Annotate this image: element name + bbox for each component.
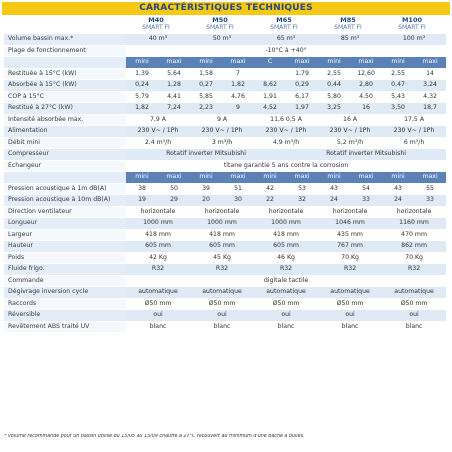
table-cell: 1000 mm <box>254 218 318 230</box>
table-cell: 230 V~ / 1Ph <box>254 126 318 138</box>
table-cell: 3,50 <box>382 103 414 115</box>
table-cell: blanc <box>382 321 446 333</box>
model-header <box>0 17 452 33</box>
table-cell: titane garantie 5 ans contre la corrosion <box>126 160 446 172</box>
table-row <box>4 172 446 184</box>
table-cell: 7,24 <box>158 103 190 115</box>
table-cell: oui <box>318 310 382 322</box>
row-label: Longueur <box>4 218 126 230</box>
table-cell: maxi <box>222 57 254 69</box>
table-row <box>4 321 446 333</box>
table-row <box>4 206 446 218</box>
table-row <box>4 91 446 103</box>
table-cell: 24 <box>318 195 350 207</box>
table-cell: maxi <box>414 172 446 184</box>
table-cell: 43 <box>318 183 350 195</box>
table-cell: blanc <box>254 321 318 333</box>
table-cell: 42 <box>254 183 286 195</box>
row-label: Revêtement ABS traité UV <box>4 321 126 333</box>
table-cell: R32 <box>382 264 446 276</box>
footnote: * Volume recommandé pour un bassin utilisé du 15/05 au 15/09 chauffé à 27°C recouvert au minimum d'une bâche à bulles. <box>4 434 305 439</box>
table-row <box>4 45 446 57</box>
row-label: Dégivrage inversion cycle <box>4 287 126 299</box>
row-label: Echangeur <box>4 160 126 172</box>
page-title: CARACTÉRISTIQUES TECHNIQUES <box>2 2 450 15</box>
table-cell: 1,91 <box>254 91 286 103</box>
table-row <box>4 218 446 230</box>
table-cell: maxi <box>158 57 190 69</box>
table-cell: 2,4 m³/h <box>126 137 190 149</box>
row-label: Pression acoustique à 10m dB(A) <box>4 195 126 207</box>
table-cell: 0,47 <box>382 80 414 92</box>
table-row <box>4 137 446 149</box>
table-cell: 0,24 <box>126 80 158 92</box>
table-row <box>4 126 446 138</box>
table-cell: horizontale <box>254 206 318 218</box>
table-cell: Rotatif inverter Mitsubishi <box>286 149 446 161</box>
table-row <box>4 252 446 264</box>
row-label <box>4 57 126 69</box>
table-row <box>4 80 446 92</box>
table-cell: 9 <box>222 103 254 115</box>
table-cell: R32 <box>190 264 254 276</box>
table-row <box>4 264 446 276</box>
table-cell: mini <box>126 172 158 184</box>
table-cell: 30 <box>222 195 254 207</box>
row-label: Direction ventilateur <box>4 206 126 218</box>
model-col-3 <box>256 17 312 31</box>
table-row <box>4 183 446 195</box>
table-cell: 3,25 <box>318 103 350 115</box>
table-cell: 65 m³ <box>254 34 318 45</box>
table-cell: 32 <box>286 195 318 207</box>
model-col-2 <box>192 17 248 31</box>
table-cell: horizontale <box>126 206 190 218</box>
table-cell: automatique <box>190 287 254 299</box>
table-cell: automatique <box>382 287 446 299</box>
table-cell: mini <box>382 57 414 69</box>
table-cell: 435 mm <box>318 229 382 241</box>
table-cell: 4,52 <box>254 103 286 115</box>
table-cell: R32 <box>318 264 382 276</box>
table-cell: 0,29 <box>286 80 318 92</box>
table-cell: 1,58 <box>190 68 222 80</box>
table-cell: 767 mm <box>318 241 382 253</box>
table-cell: 40 m³ <box>126 34 190 45</box>
table-cell: C <box>254 57 286 69</box>
table-cell: 1000 mm <box>126 218 190 230</box>
table-cell: maxi <box>350 172 382 184</box>
table-cell: 22 <box>254 195 286 207</box>
model-sub: SMART FI <box>334 24 362 31</box>
table-cell: 2,55 <box>318 68 350 80</box>
table-cell: maxi <box>158 172 190 184</box>
table-cell: 605 mm <box>126 241 190 253</box>
table-cell: 2,55 <box>382 68 414 80</box>
table-cell: 24 <box>382 195 414 207</box>
table-cell: blanc <box>190 321 254 333</box>
spec-table <box>4 34 446 333</box>
table-cell: oui <box>126 310 190 322</box>
table-cell: 53 <box>286 183 318 195</box>
table-cell: 7 <box>222 68 254 80</box>
table-cell: 1,39 <box>126 68 158 80</box>
table-cell: 4,76 <box>222 91 254 103</box>
row-label: Raccords <box>4 298 126 310</box>
table-cell: mini <box>318 172 350 184</box>
table-cell: Rotatif inverter Mitsubishi <box>126 149 286 161</box>
table-cell: horizontale <box>318 206 382 218</box>
model-sub: SMART FI <box>398 24 426 31</box>
table-row <box>4 57 446 69</box>
table-cell: 6 m³/h <box>382 137 446 149</box>
table-cell: mini <box>318 57 350 69</box>
table-cell: 1046 mm <box>318 218 382 230</box>
table-cell: 70 Kg <box>318 252 382 264</box>
table-cell: -10°C à +40° <box>126 45 446 57</box>
table-cell: 12,60 <box>350 68 382 80</box>
table-cell: 1000 mm <box>190 218 254 230</box>
table-cell: automatique <box>126 287 190 299</box>
row-label: Réversible <box>4 310 126 322</box>
table-cell: 418 mm <box>126 229 190 241</box>
table-row <box>4 34 446 45</box>
table-cell: automatique <box>254 287 318 299</box>
table-cell: 45 Kg <box>190 252 254 264</box>
table-cell: 16 A <box>318 114 382 126</box>
table-cell: mini <box>190 57 222 69</box>
table-cell: mini <box>126 57 158 69</box>
table-row <box>4 103 446 115</box>
row-label: Alimentation <box>4 126 126 138</box>
table-cell: blanc <box>126 321 190 333</box>
table-cell: 2,23 <box>190 103 222 115</box>
table-cell: 470 mm <box>382 229 446 241</box>
table-cell: 1,82 <box>126 103 158 115</box>
table-cell: oui <box>254 310 318 322</box>
row-label: Plage de fonctionnement <box>4 45 126 57</box>
table-cell: 605 mm <box>190 241 254 253</box>
table-cell: mini <box>382 172 414 184</box>
table-cell: maxi <box>222 172 254 184</box>
table-cell: 0,44 <box>318 80 350 92</box>
table-cell: 42 Kg <box>126 252 190 264</box>
table-cell: oui <box>382 310 446 322</box>
table-cell: 4,41 <box>158 91 190 103</box>
table-cell: Ø50 mm <box>254 298 318 310</box>
model-sub: SMART FI <box>206 24 234 31</box>
model-name: M50 <box>212 16 228 24</box>
table-cell: 0,27 <box>190 80 222 92</box>
table-cell: horizontale <box>190 206 254 218</box>
table-cell: 230 V~ / 1Ph <box>382 126 446 138</box>
table-cell: Ø50 mm <box>190 298 254 310</box>
table-cell: 862 mm <box>382 241 446 253</box>
table-cell: 19 <box>126 195 158 207</box>
table-cell: 70 Kg <box>382 252 446 264</box>
table-cell: 16 <box>350 103 382 115</box>
table-cell: 6,17 <box>286 91 318 103</box>
table-row <box>4 287 446 299</box>
table-cell: Ø50 mm <box>126 298 190 310</box>
table-cell: 8,62 <box>254 80 286 92</box>
table-cell: 50 m³ <box>190 34 254 45</box>
table-cell: automatique <box>318 287 382 299</box>
table-cell: 418 mm <box>190 229 254 241</box>
model-sub: SMART FI <box>142 24 170 31</box>
table-cell: 4,32 <box>414 91 446 103</box>
table-cell: 1,79 <box>286 68 318 80</box>
table-cell: 38 <box>126 183 158 195</box>
table-cell: 9 A <box>190 114 254 126</box>
table-cell: 46 Kg <box>254 252 318 264</box>
model-name: M100 <box>401 16 423 24</box>
row-label: Poids <box>4 252 126 264</box>
table-row <box>4 195 446 207</box>
table-cell: 1160 mm <box>382 218 446 230</box>
table-row <box>4 310 446 322</box>
table-cell: 5,79 <box>126 91 158 103</box>
table-cell: mini <box>190 172 222 184</box>
table-row <box>4 229 446 241</box>
table-cell: 2,80 <box>350 80 382 92</box>
table-cell: 7,9 A <box>126 114 190 126</box>
table-row <box>4 275 446 287</box>
table-row <box>4 149 446 161</box>
table-cell: 20 <box>190 195 222 207</box>
spec-table-body <box>4 34 446 333</box>
table-row <box>4 241 446 253</box>
table-cell: 39 <box>190 183 222 195</box>
model-col-4 <box>320 17 376 31</box>
table-cell: blanc <box>318 321 382 333</box>
table-cell: mini <box>254 172 286 184</box>
table-cell: 418 mm <box>254 229 318 241</box>
table-cell: 5,80 <box>318 91 350 103</box>
table-cell: 5,85 <box>190 91 222 103</box>
row-label: Absorbée à 15°C (kW) <box>4 80 126 92</box>
model-sub: SMART FI <box>270 24 298 31</box>
row-label: Volume bassin max.* <box>4 34 126 45</box>
row-label: Pression acoustique à 1m dB(A) <box>4 183 126 195</box>
table-cell: 29 <box>158 195 190 207</box>
table-cell: 14 <box>414 68 446 80</box>
row-label <box>4 172 126 184</box>
table-cell: 51 <box>222 183 254 195</box>
table-cell: R32 <box>126 264 190 276</box>
table-cell: Ø50 mm <box>318 298 382 310</box>
table-cell: oui <box>190 310 254 322</box>
table-cell: 230 V~ / 1Ph <box>126 126 190 138</box>
table-row <box>4 298 446 310</box>
table-cell: 18,7 <box>414 103 446 115</box>
table-cell: 1,97 <box>286 103 318 115</box>
table-cell: 3,24 <box>414 80 446 92</box>
table-cell: 17,5 A <box>382 114 446 126</box>
table-cell: 33 <box>414 195 446 207</box>
row-label: Largeur <box>4 229 126 241</box>
table-cell: 5,43 <box>382 91 414 103</box>
table-cell: 1,28 <box>158 80 190 92</box>
model-name: M85 <box>340 16 356 24</box>
table-cell: R32 <box>254 264 318 276</box>
table-cell: 5,2 m³/h <box>318 137 382 149</box>
row-label: Restituée à 15°C (kW) <box>4 68 126 80</box>
table-cell: 1,82 <box>222 80 254 92</box>
row-label: Intensité absorbée max. <box>4 114 126 126</box>
table-cell: 605 mm <box>254 241 318 253</box>
model-col-1 <box>128 17 184 31</box>
table-cell: 3 m³/h <box>190 137 254 149</box>
table-cell: 50 <box>158 183 190 195</box>
row-label: Compresseur <box>4 149 126 161</box>
table-row <box>4 68 446 80</box>
model-col-5 <box>384 17 440 31</box>
row-label: COP à 15°C <box>4 91 126 103</box>
row-label: Commande <box>4 275 126 287</box>
table-cell: maxi <box>286 172 318 184</box>
model-name: M40 <box>148 16 164 24</box>
row-label: Fluide frigo. <box>4 264 126 276</box>
table-cell: horizontale <box>382 206 446 218</box>
row-label: Restitué à 27°C (kW) <box>4 103 126 115</box>
table-cell: 54 <box>350 183 382 195</box>
table-cell <box>254 68 286 80</box>
table-cell: 4,9 m³/h <box>254 137 318 149</box>
table-cell: 230 V~ / 1Ph <box>190 126 254 138</box>
table-cell: digitale tactile <box>126 275 446 287</box>
table-cell: 85 m³ <box>318 34 382 45</box>
table-cell: 230 V~ / 1Ph <box>318 126 382 138</box>
table-cell: 43 <box>382 183 414 195</box>
table-cell: 4,50 <box>350 91 382 103</box>
table-cell: 55 <box>414 183 446 195</box>
table-cell: 11,6 0,5 A <box>254 114 318 126</box>
table-cell: maxi <box>286 57 318 69</box>
table-row <box>4 160 446 172</box>
model-name: M65 <box>276 16 292 24</box>
table-cell: 100 m³ <box>382 34 446 45</box>
row-label: Hauteur <box>4 241 126 253</box>
row-label: Débit mini <box>4 137 126 149</box>
table-cell: maxi <box>414 57 446 69</box>
table-cell: 5,64 <box>158 68 190 80</box>
table-row <box>4 114 446 126</box>
table-cell: 33 <box>350 195 382 207</box>
table-cell: maxi <box>350 57 382 69</box>
table-cell: Ø50 mm <box>382 298 446 310</box>
